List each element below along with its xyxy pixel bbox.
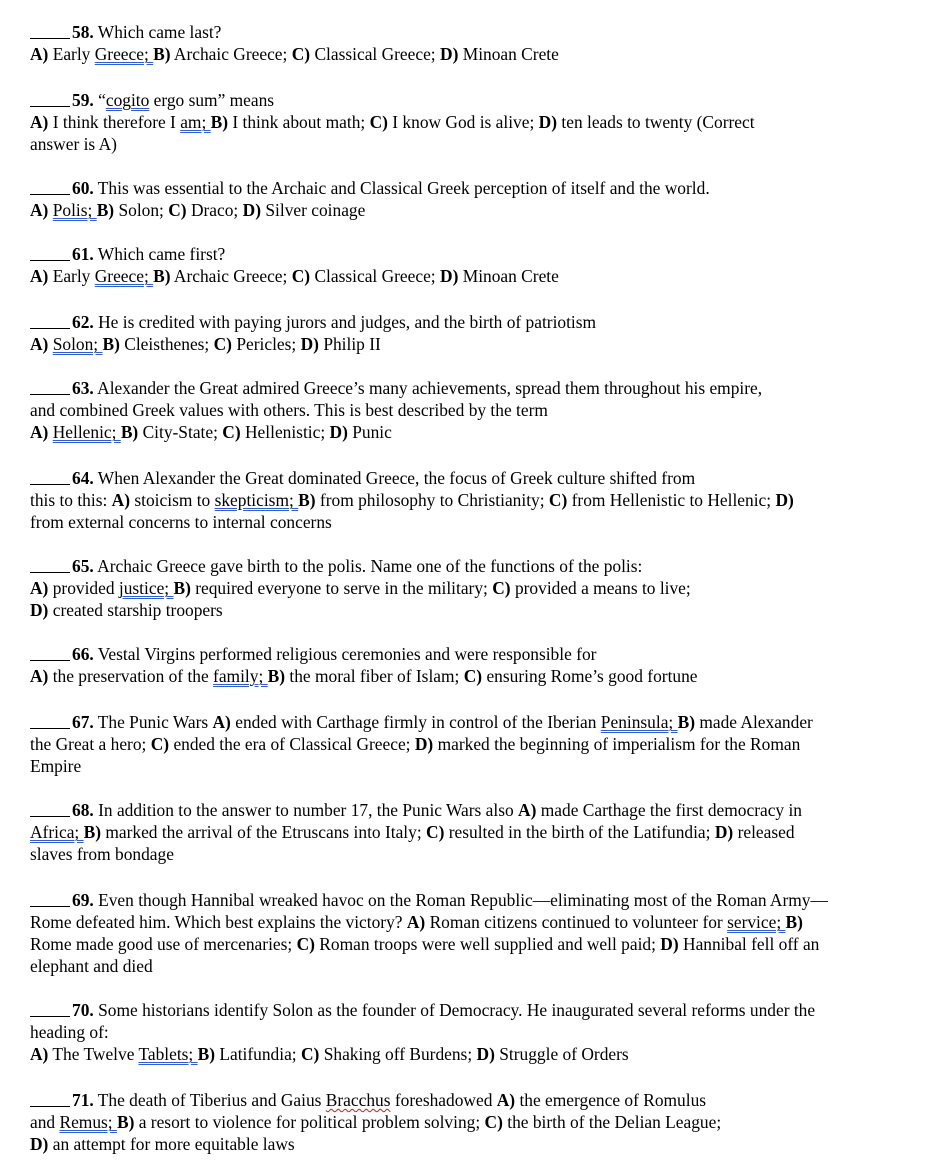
question-62 [30, 311, 930, 355]
answer-blank[interactable] [30, 90, 70, 107]
answer-options: the Great a hero; C) ended the era of Classical Greece; D) marked the beginning of imperialism for the Roman [30, 734, 801, 754]
question-stem: 62. He is credited with paying jurors and judges, and the birth of patriotism [30, 311, 930, 333]
answer-options: Africa; B) marked the arrival of the Etruscans into Italy; C) resulted in the birth of the Latifundia; D) released [30, 822, 795, 842]
answer-options: A) provided justice; B) required everyone to serve in the military; C) provided a means to live; [30, 578, 691, 598]
question-63 [30, 377, 930, 443]
answer-options: and Remus; B) a resort to violence for political problem solving; C) the birth of the Delian League; [30, 1112, 722, 1132]
question-64 [30, 467, 930, 533]
answer-blank[interactable] [30, 712, 70, 729]
answer-blank[interactable] [30, 644, 70, 661]
answer-options: A) Polis; B) Solon; C) Draco; D) Silver coinage [30, 200, 366, 220]
answer-options: A) Hellenic; B) City-State; C) Hellenistic; D) Punic [30, 422, 392, 442]
stem-continued: and combined Greek values with others. This is best described by the term [30, 400, 548, 420]
answer-blank[interactable] [30, 244, 70, 261]
options-continued: slaves from bondage [30, 844, 174, 864]
answer-options: Rome defeated him. Which best explains the victory? A) Roman citizens continued to volunteer for service; B) [30, 912, 803, 932]
question-69 [30, 889, 930, 977]
answer-blank[interactable] [30, 22, 70, 39]
answer-options: A) Solon; B) Cleisthenes; C) Pericles; D) Philip II [30, 334, 381, 354]
question-stem: 68. In addition to the answer to number 17, the Punic Wars also A) made Carthage the first democracy in [30, 799, 930, 821]
question-stem: 60. This was essential to the Archaic and Classical Greek perception of itself and the world. [30, 177, 930, 199]
question-66 [30, 643, 930, 687]
question-stem: 63. Alexander the Great admired Greece’s many achievements, spread them throughout his empire, [30, 377, 930, 399]
options-continued: from external concerns to internal concerns [30, 512, 332, 532]
question-stem: 61. Which came first? [30, 243, 930, 265]
options-continued: D) created starship troopers [30, 600, 223, 620]
answer-options: A) Early Greece; B) Archaic Greece; C) Classical Greece; D) Minoan Crete [30, 44, 559, 64]
answer-options: A) The Twelve Tablets; B) Latifundia; C) Shaking off Burdens; D) Struggle of Orders [30, 1044, 629, 1064]
answer-blank[interactable] [30, 1000, 70, 1017]
question-stem: 59. “cogito ergo sum” means [30, 89, 930, 111]
answer-blank[interactable] [30, 890, 70, 907]
options-continued: elephant and died [30, 956, 153, 976]
answer-blank[interactable] [30, 312, 70, 329]
answer-options: this to this: A) stoicism to skepticism; B) from philosophy to Christianity; C) from Hellenistic to Hellenic; D) [30, 490, 794, 510]
answer-options: A) I think therefore I am; B) I think about math; C) I know God is alive; D) ten leads to twenty (Correct [30, 112, 755, 132]
answer-blank[interactable] [30, 556, 70, 573]
options-continued: Rome made good use of mercenaries; C) Roman troops were well supplied and well paid; D) Hannibal fell off an [30, 934, 820, 954]
question-stem: 71. The death of Tiberius and Gaius Bracchus foreshadowed A) the emergence of Romulus [30, 1089, 930, 1111]
options-continued: Empire [30, 756, 82, 776]
question-stem: 64. When Alexander the Great dominated Greece, the focus of Greek culture shifted from [30, 467, 930, 489]
question-70 [30, 999, 930, 1065]
options-continued: answer is A) [30, 134, 117, 154]
question-stem: 65. Archaic Greece gave birth to the polis. Name one of the functions of the polis: [30, 555, 930, 577]
answer-options: A) Early Greece; B) Archaic Greece; C) Classical Greece; D) Minoan Crete [30, 266, 559, 286]
question-67 [30, 711, 930, 777]
question-stem: 67. The Punic Wars A) ended with Carthage firmly in control of the Iberian Peninsula; B) made Alexander [30, 711, 930, 733]
question-stem: 69. Even though Hannibal wreaked havoc on the Roman Republic—eliminating most of the Roman Army— [30, 889, 930, 911]
question-68 [30, 799, 930, 865]
question-stem: 70. Some historians identify Solon as the founder of Democracy. He inaugurated several reforms under the [30, 999, 930, 1021]
question-stem: 66. Vestal Virgins performed religious ceremonies and were responsible for [30, 643, 930, 665]
question-61 [30, 243, 930, 287]
options-continued: D) an attempt for more equitable laws [30, 1134, 295, 1154]
answer-blank[interactable] [30, 1090, 70, 1107]
answer-blank[interactable] [30, 378, 70, 395]
misspelled-word: Bracchus [325, 1090, 391, 1110]
answer-blank[interactable] [30, 800, 70, 817]
question-59 [30, 89, 930, 155]
answer-blank[interactable] [30, 178, 70, 195]
answer-options: A) the preservation of the family; B) the moral fiber of Islam; C) ensuring Rome’s good fortune [30, 666, 698, 686]
answer-blank[interactable] [30, 468, 70, 485]
stem-continued: heading of: [30, 1022, 109, 1042]
question-60 [30, 177, 930, 221]
question-stem: 58. Which came last? [30, 21, 930, 43]
question-58 [30, 21, 930, 65]
question-65 [30, 555, 930, 621]
question-71 [30, 1089, 930, 1155]
